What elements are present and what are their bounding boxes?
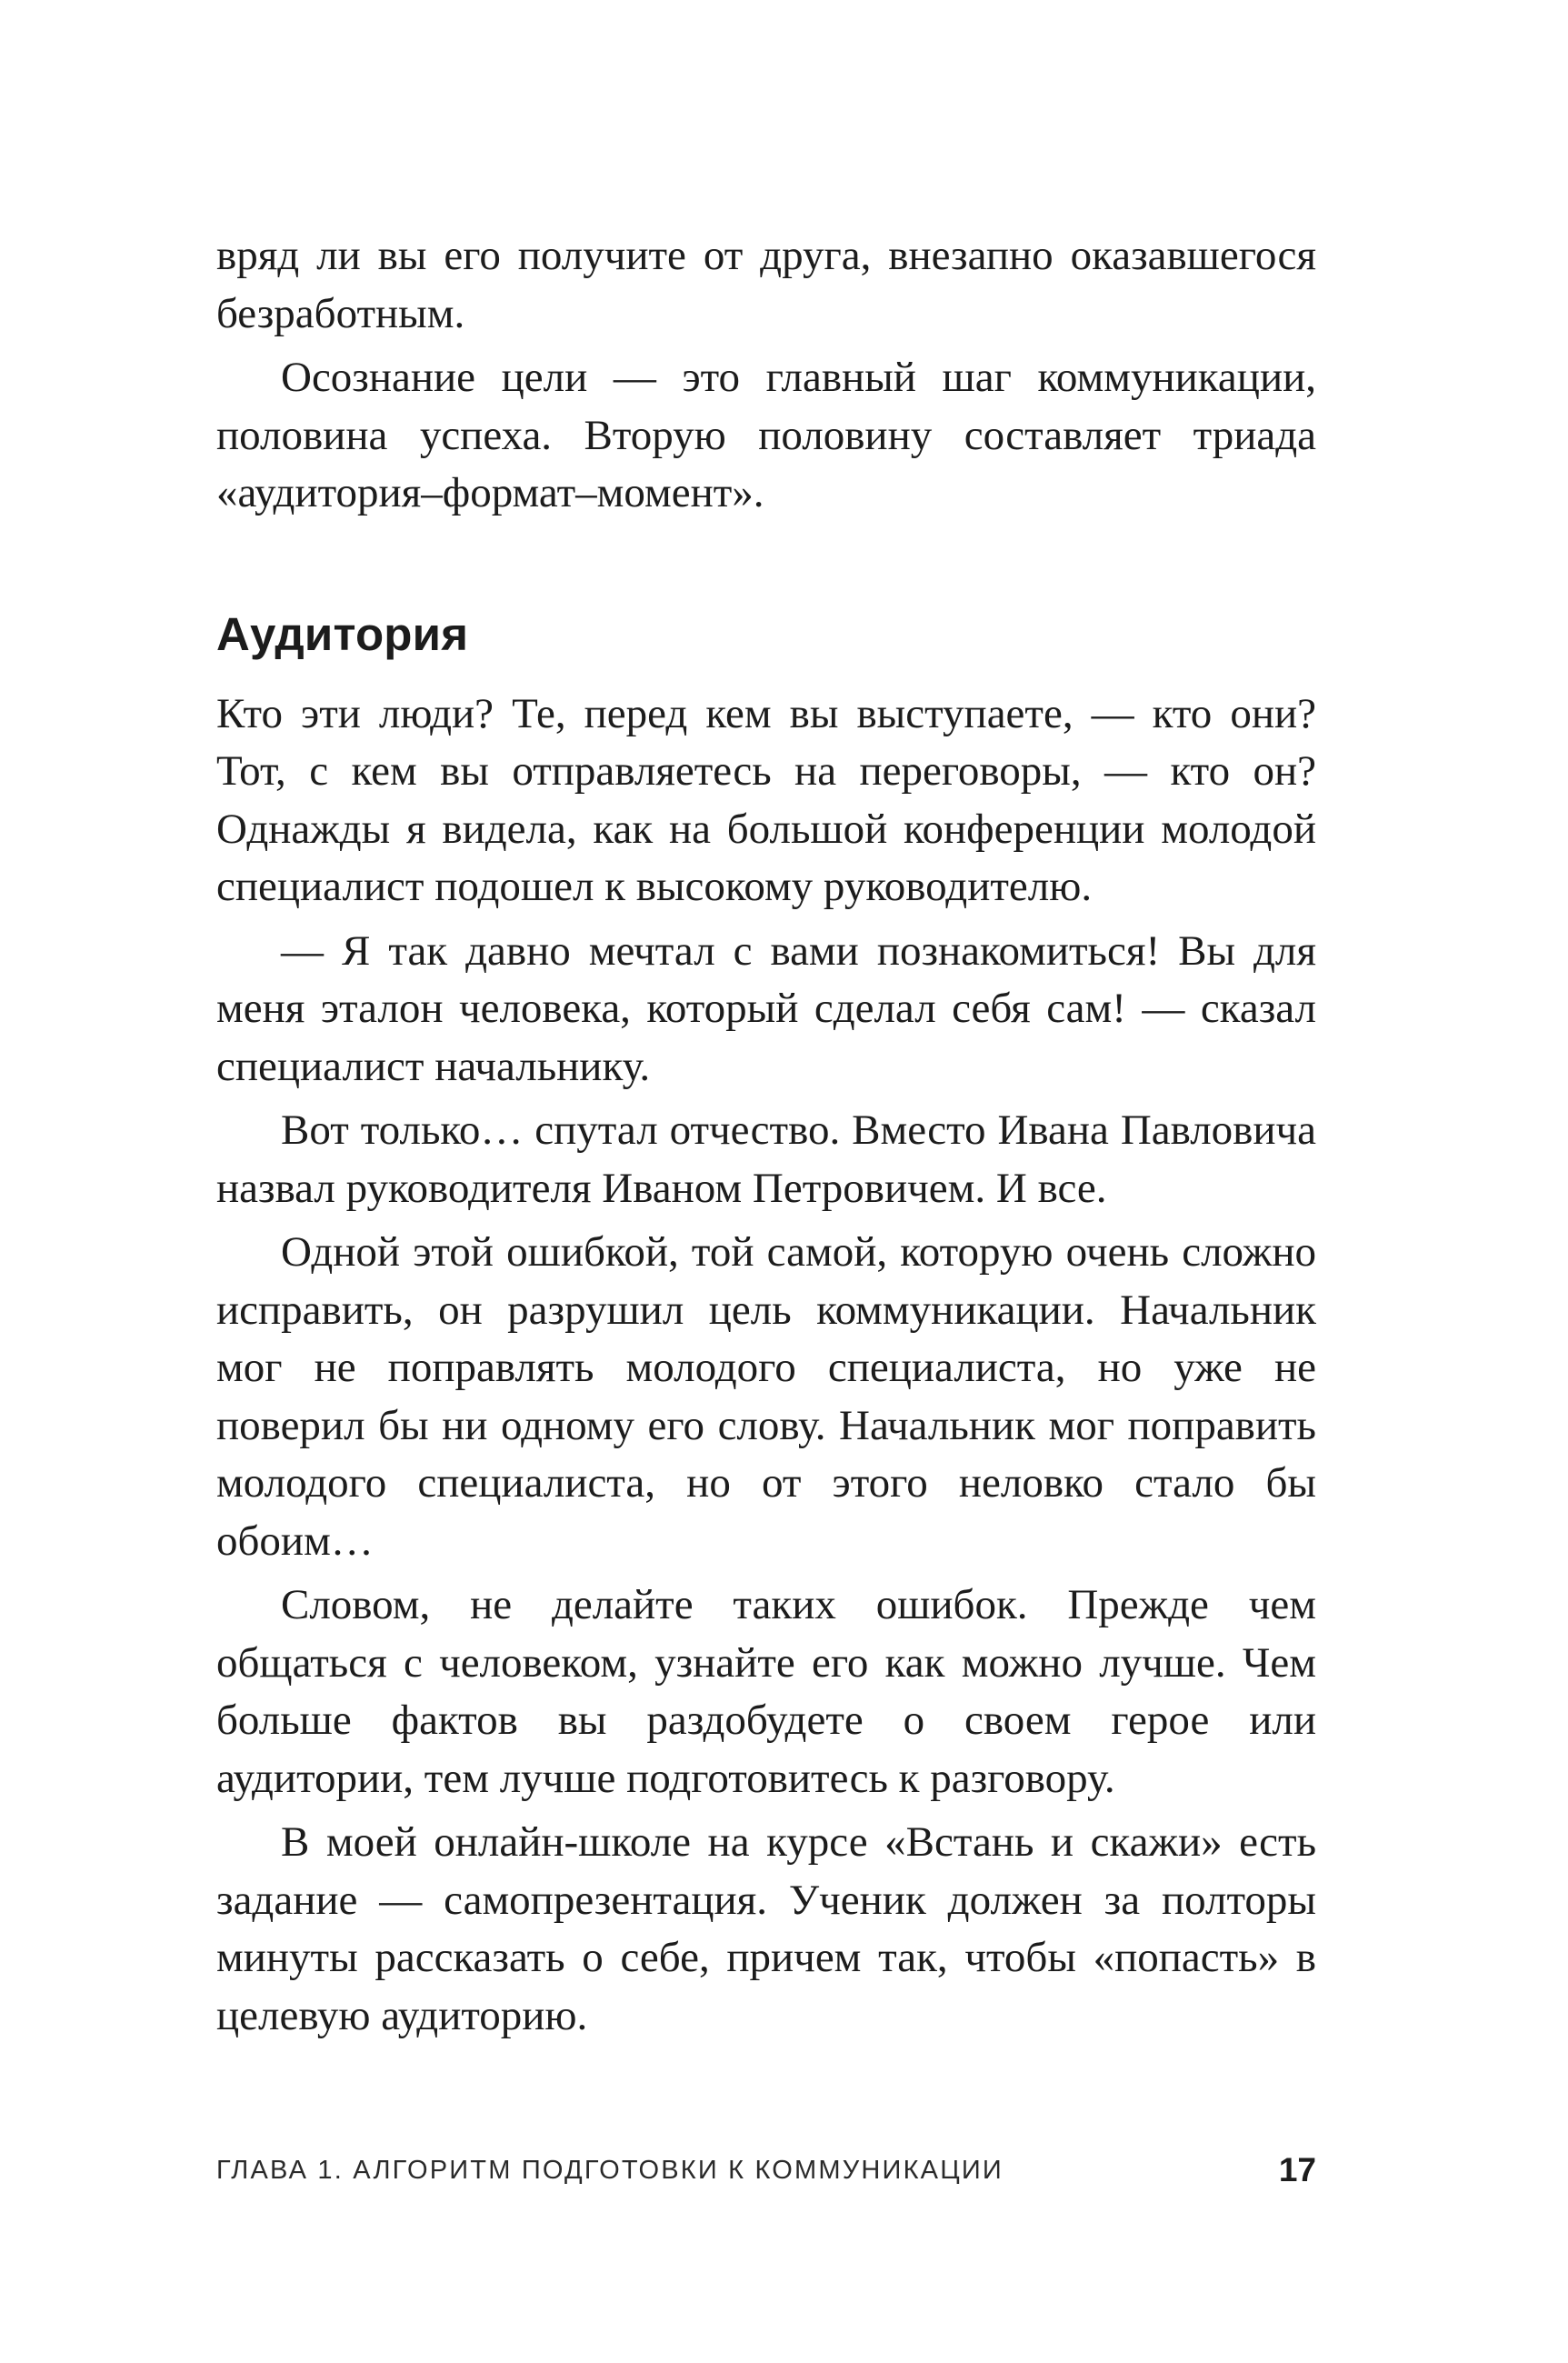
paragraph: Одной этой ошибкой, той самой, которую очень сложно исправить, он разрушил цель коммуникации. Начальник мог не поправлять молодого специалиста, но уже не поверил бы ни одному его слову. Начальник мог поправить молодого специалиста, но от этого неловко стало бы обоим… (216, 1228, 1316, 1565)
page-footer (216, 2148, 1316, 2193)
paragraph: вряд ли вы его получите от друга, внезапно оказавшегося безработным. (216, 232, 1316, 337)
paragraph: Вот только… спутал отчество. Вместо Ивана Павловича назвал руководителя Иваном Петровичем. И все. (216, 1106, 1316, 1212)
paragraph: Словом, не делайте таких ошибок. Прежде чем общаться с человеком, узнайте его как можно лучше. Чем больше фактов вы раздобудете о своем герое или аудитории, тем лучше подготовитесь к разговору. (216, 1581, 1316, 1802)
paragraph: Осознание цели — это главный шаг коммуникации, половина успеха. Вторую половину составляет триада «аудитория–формат–момент». (216, 354, 1316, 516)
paragraph: Кто эти люди? Те, перед кем вы выступаете, — кто они? Тот, с кем вы отправляетесь на переговоры, — кто он? Однажды я видела, как на большой конференции молодой специалист подошел к высокому руководителю. (216, 689, 1316, 910)
page-body (216, 227, 1316, 2045)
page-number: 17 (1278, 2151, 1316, 2188)
section-heading: Аудитория (216, 607, 469, 660)
running-title: ГЛАВА 1. АЛГОРИТМ ПОДГОТОВКИ К КОММУНИКАЦИИ (216, 2156, 1004, 2185)
paragraph: В моей онлайн-школе на курсе «Встань и скажи» есть задание — самопрезентация. Ученик должен за полторы минуты рассказать о себе, причем так, чтобы «попасть» в целевую аудиторию. (216, 1818, 1316, 2039)
paragraph: — Я так давно мечтал с вами познакомиться! Вы для меня эталон человека, который сделал себя сам! — сказал специалист начальнику. (216, 926, 1316, 1090)
